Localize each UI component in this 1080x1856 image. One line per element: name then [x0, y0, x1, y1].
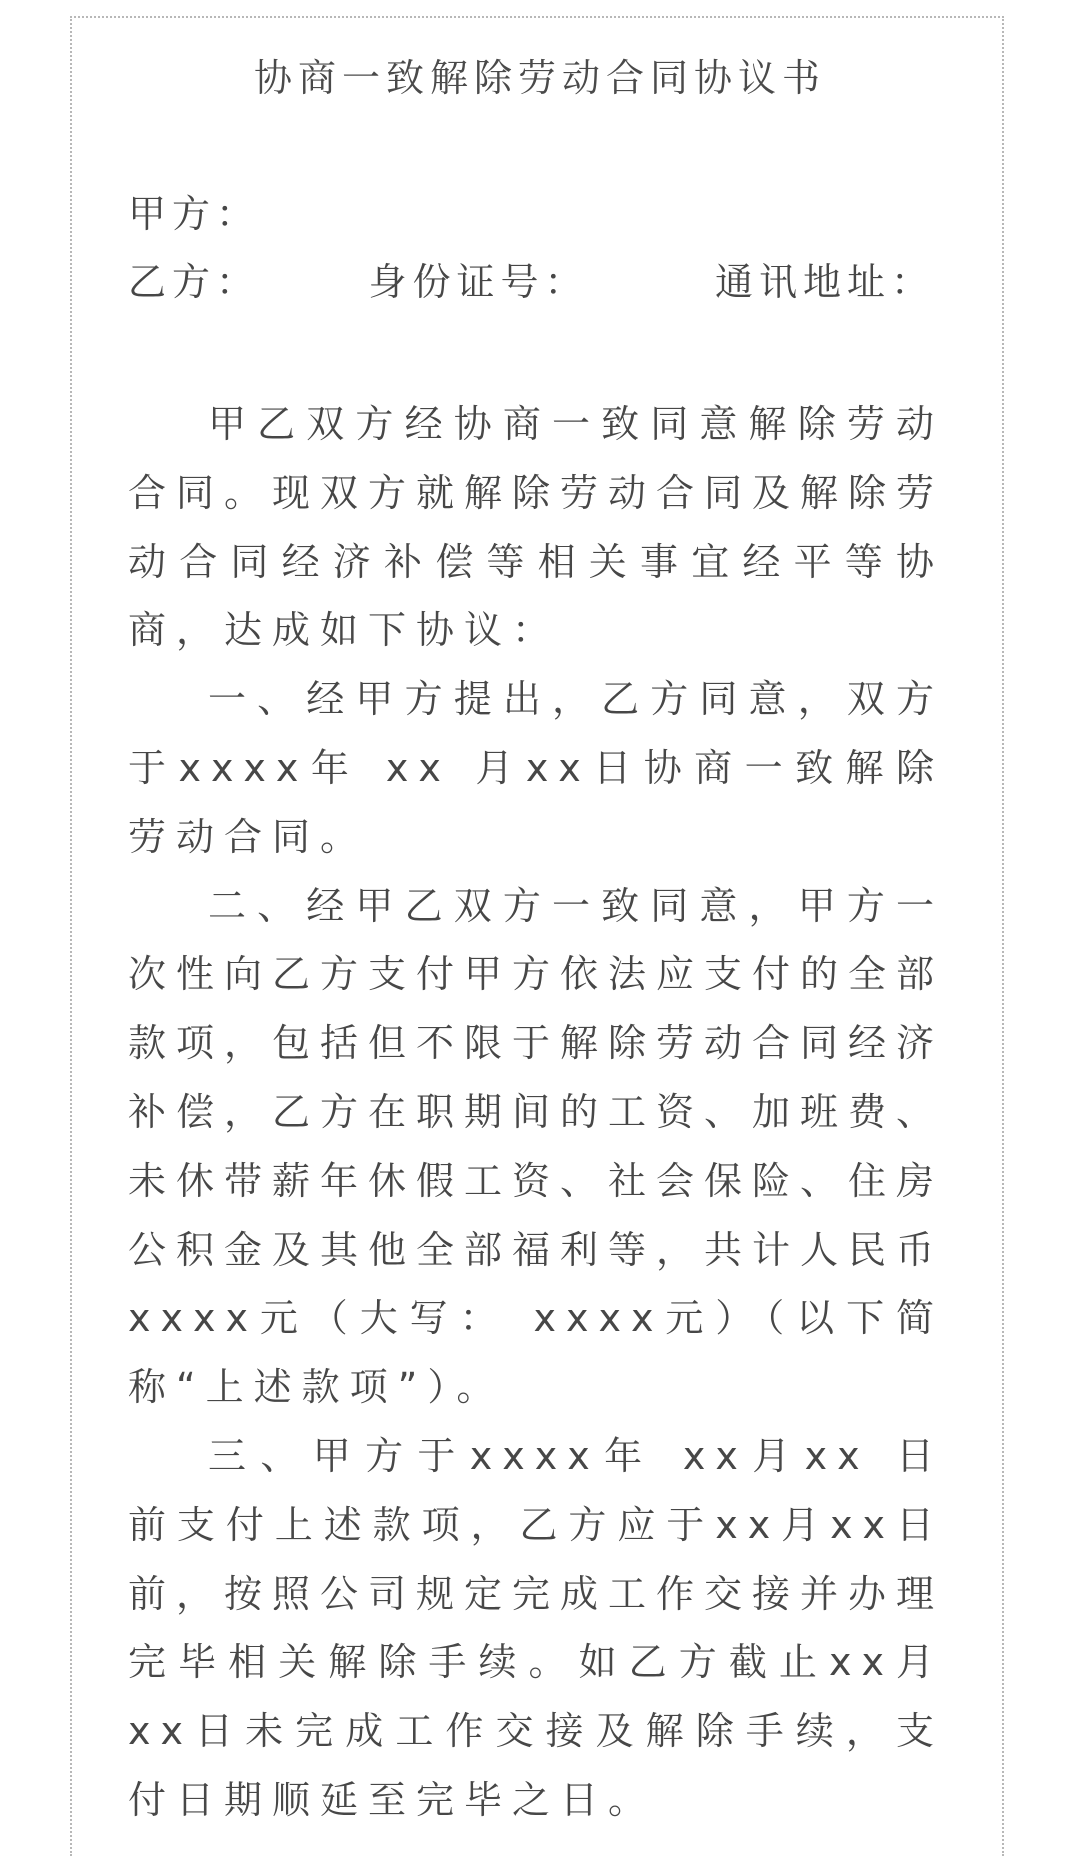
- clause-three: 三、甲方于xxxx年 xx月xx 日前支付上述款项，乙方应于xx月xx日前，按照公司规定完成工作交接并办理完毕相关解除手续。如乙方截止xx月xx日未完成工作交接及解除手续，支付日期顺延至完毕之日。: [128, 1433, 945, 1822]
- intro-paragraph: 甲乙双方经协商一致同意解除劳动合同。现双方就解除劳动合同及解除劳动合同经济补偿等相关事宜经平等协商，达成如下协议：: [128, 402, 945, 653]
- clause-one: 一、经甲方提出，乙方同意，双方于xxxx年 xx 月xx日协商一致解除劳动合同。: [128, 677, 944, 859]
- document-title: 协商一致解除劳动合同协议书: [253, 56, 826, 100]
- party-b-line: 乙方： 身份证号： 通讯地址：: [128, 260, 936, 304]
- agreement-body: [128, 390, 944, 1835]
- party-a-line: 甲方：: [128, 192, 261, 236]
- clause-two: 二、经甲乙双方一致同意，甲方一次性向乙方支付甲方依法应支付的全部款项，包括但不限于解除劳动合同经济补偿，乙方在职期间的工资、加班费、未休带薪年休假工资、社会保险、住房公积金及其他全部福利等，共计人民币xxxx元（大写： xxxx元）（以下简称“上述款项”）。: [128, 883, 945, 1410]
